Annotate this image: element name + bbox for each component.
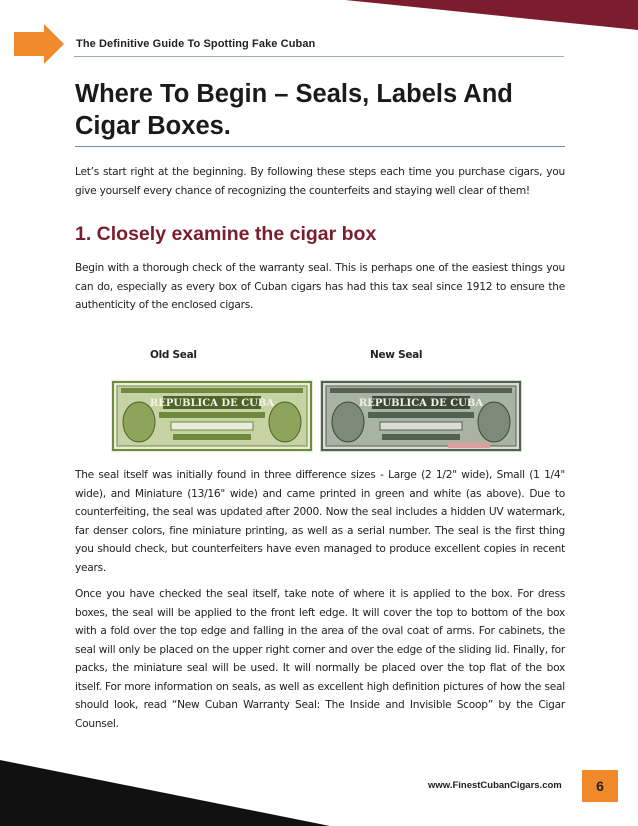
old-seal-image bbox=[111, 380, 313, 452]
new-seal-banner: REPUBLICA DE CUBA bbox=[358, 398, 484, 409]
new-seal-label: New Seal bbox=[370, 349, 423, 361]
old-seal-label: Old Seal bbox=[150, 349, 197, 361]
page-title: Where To Begin – Seals, Labels And Cigar Boxes. bbox=[75, 80, 513, 140]
section-heading-block bbox=[75, 78, 565, 147]
seal-sizes-paragraph: The seal itself was initially found in three difference sizes - Large (2 1/2" wide), Small (1 1/4" wide), and Miniature (13/16" wide) and came printed in green and white (as above). Due to counterfeiting, the seal was updated after 2000. Now the seal includes a hidden UV watermark, far denser colors, fine miniature printing, as well as a serial number. The seal is the first thing you should check, but counterfeiters have even managed to produce excellent copies in recent years. bbox=[75, 469, 565, 574]
footer-url[interactable]: www.FinestCubanCigars.com bbox=[428, 780, 562, 791]
header-band bbox=[0, 0, 638, 70]
header-divider bbox=[74, 56, 564, 57]
intro-paragraph: Let’s start right at the beginning. By following these steps each time you purchase cigars, you give yourself every chance of recognizing the counterfeits and staying well clear of them! bbox=[75, 166, 565, 197]
document-title: The Definitive Guide To Spotting Fake Cuban bbox=[76, 38, 316, 50]
right-arrow-icon bbox=[14, 24, 64, 64]
old-seal-banner: REPUBLICA DE CUBA bbox=[149, 398, 275, 409]
title-underline bbox=[75, 146, 565, 147]
page-number: 6 bbox=[582, 770, 618, 802]
warranty-paragraph: Begin with a thorough check of the warranty seal. This is perhaps one of the easiest things you can do, especially as every box of Cuban cigars has had this tax seal since 1912 to ensure the authenticity of the enclosed cigars. bbox=[75, 262, 565, 311]
subsection-heading: 1. Closely examine the cigar box bbox=[75, 223, 377, 245]
new-seal-image bbox=[320, 380, 522, 452]
seal-placement-paragraph: Once you have checked the seal itself, take note of where it is applied to the box. For dress boxes, the seal will be applied to the front left edge. It will cover the top to bottom of the box with a fold over the top edge and falling in the area of the oval coat of arms. For cabinets, the seal will only be placed on the upper right corner and over the edge of the sliding lid. Finally, for packs, the miniature seal will be used. It will normally be placed over the top flat of the box itself. For more information on seals, as well as excellent high definition pictures of how the seal should look, read “New Cuban Warranty Seal: The Inside and Invisible Scoop” by the Cigar Counsel. bbox=[75, 588, 565, 730]
